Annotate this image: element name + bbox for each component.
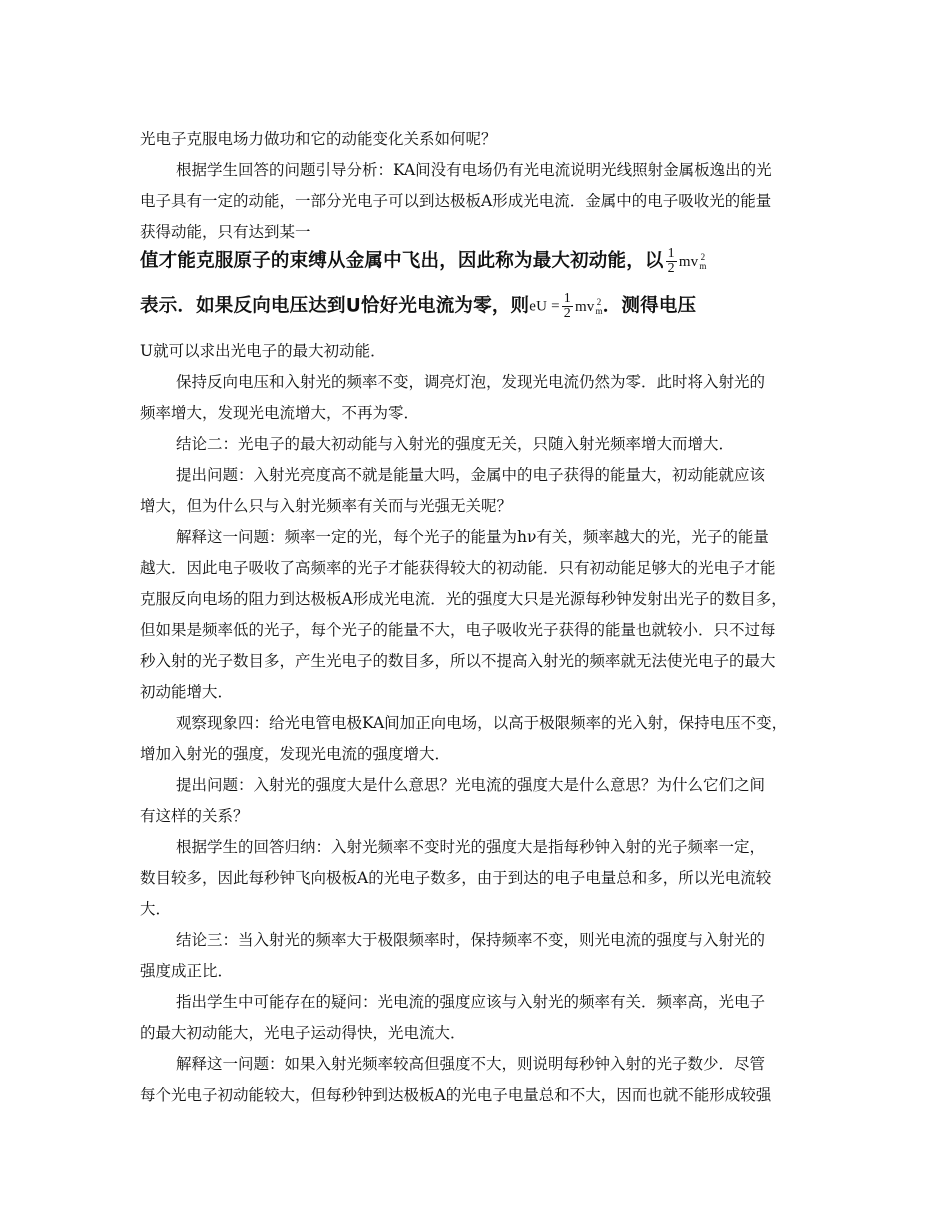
text-line: 解释这一问题：频率一定的光，每个光子的能量为hν有关，频率越大的光，光子的能量	[176, 528, 769, 546]
mv-symbol	[679, 254, 707, 270]
superscript: 2	[596, 297, 602, 308]
text-line: 提出问题：入射光亮度高不就是能量大吗，金属中的电子获得的能量大，初动能就应该	[176, 466, 766, 484]
subscript: m	[595, 306, 603, 317]
text-line: 结论二：光电子的最大初动能与入射光的强度无关，只随入射光频率增大而增大．	[176, 435, 735, 453]
text-line: 增大，但为什么只与入射光频率有关而与光强无关呢？	[140, 497, 513, 515]
mv-text: mv	[574, 298, 595, 315]
equation-lhs: eU =	[529, 298, 560, 315]
text-line: 越大．因此电子吸收了高频率的光子才能获得较大的初动能．只有初动能足够大的光电子才能	[140, 559, 776, 577]
text-line: 每个光电子初动能较大，但每秒钟到达极板A的光电子电量总和不大，因而也就不能形成较强	[140, 1086, 772, 1104]
superscript: 2	[700, 252, 706, 263]
text-line: 电子具有一定的动能，一部分光电子可以到达极板A形成光电流．金属中的电子吸收光的能量	[140, 192, 772, 210]
text-line: 光电子克服电场力做功和它的动能变化关系如何呢？	[140, 130, 497, 148]
text-line: 数目较多，因此每秒钟飞向极板A的光电子数多，由于到达的电子电量总和多，所以光电流较	[140, 869, 772, 887]
text-line: 根据学生回答的问题引导分析：KA间没有电场仍有光电流说明光线照射金属板逸出的光	[176, 161, 772, 179]
text-line: 但如果是频率低的光子，每个光子的能量不大，电子吸收光子获得的能量也就较小．只不过每	[140, 621, 776, 639]
text-line: 强度成正比．	[140, 962, 234, 980]
text-line: 克服反向电场的阻力到达极板A形成光电流．光的强度大只是光源每秒钟发射出光子的数目多，	[140, 590, 787, 608]
text-line: 有这样的关系？	[140, 807, 249, 825]
text-line: 结论三：当入射光的频率大于极限频率时，保持频率不变，则光电流的强度与入射光的	[176, 931, 766, 949]
fraction-numerator: 1	[563, 291, 571, 306]
text-line: 增加入射光的强度，发现光电流的强度增大．	[140, 745, 451, 763]
fraction	[562, 292, 573, 321]
text-line: 解释这一问题：如果入射光频率较高但强度不大，则说明每秒钟入射的光子数少．尽管	[176, 1055, 766, 1073]
text-line: 的最大初动能大，光电子运动得快，光电流大．	[140, 1024, 466, 1042]
text-line: 频率增大，发现光电流增大，不再为零．	[140, 404, 420, 422]
formula-text: ．测得电压	[602, 295, 697, 317]
fraction	[666, 247, 677, 276]
fraction-denominator: 2	[563, 306, 571, 321]
text-line: 秒入射的光子数目多，产生光电子的数目多，所以不提高入射光的频率就无法使光电子的最大	[140, 652, 776, 670]
subscript: m	[699, 261, 707, 272]
formula-text: 值才能克服原子的束缚从金属中飞出，因此称为最大初动能，以	[140, 250, 664, 272]
formula-text: 表示．如果反向电压达到U恰好光电流为零，则	[140, 295, 530, 317]
text-line: 观察现象四：给光电管电极KA间加正向电场，以高于极限频率的光入射，保持电压不变，	[176, 714, 788, 732]
formula-line-2	[140, 292, 696, 321]
fraction-denominator: 2	[667, 261, 675, 276]
text-line: 根据学生的回答归纳：入射光频率不变时光的强度大是指每秒钟入射的光子频率一定，	[176, 838, 766, 856]
text-line: 初动能增大．	[140, 683, 234, 701]
text-line: 保持反向电压和入射光的频率不变，调亮灯泡，发现光电流仍然为零．此时将入射光的	[176, 373, 766, 391]
mv-text: mv	[678, 253, 699, 270]
text-line: 获得动能，只有达到某一	[140, 223, 311, 241]
mv-symbol	[575, 299, 603, 315]
text-line: 大．	[140, 900, 172, 918]
fraction-numerator: 1	[667, 246, 675, 261]
formula-line-1	[140, 247, 707, 276]
text-line: U就可以求出光电子的最大初动能．	[140, 342, 386, 360]
text-line: 提出问题：入射光的强度大是什么意思？光电流的强度大是什么意思？为什么它们之间	[176, 776, 766, 794]
text-line: 指出学生中可能存在的疑问：光电流的强度应该与入射光的频率有关．频率高，光电子	[176, 993, 766, 1011]
